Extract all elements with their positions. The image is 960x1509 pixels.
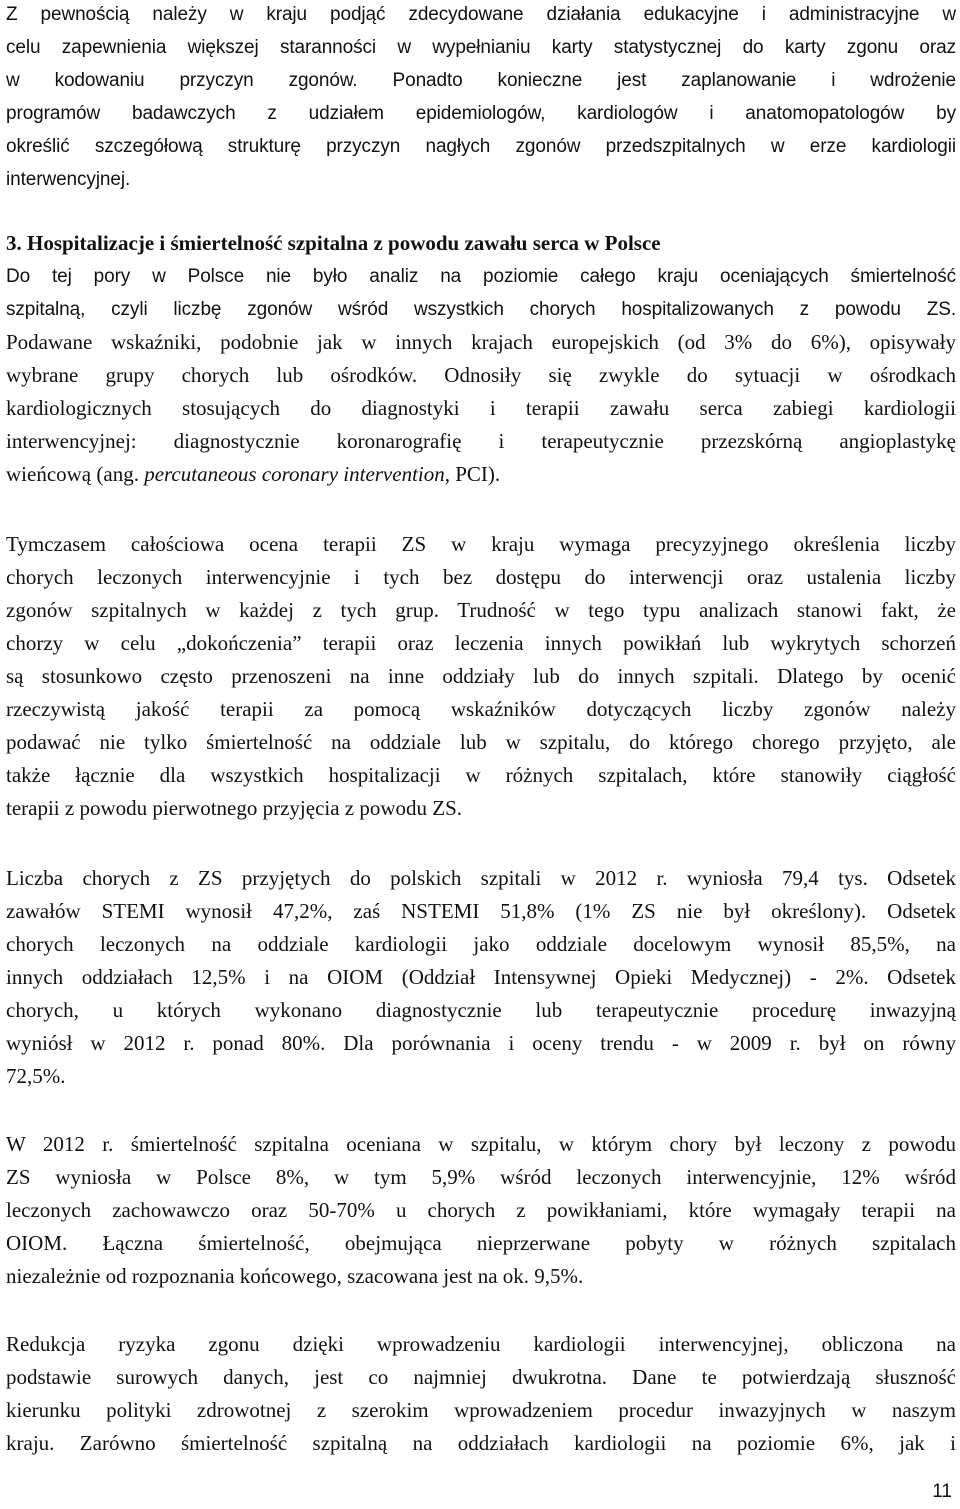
page-number: 11 bbox=[932, 1481, 952, 1502]
text-line: chorych, u których wykonano diagnostycznie lub terapeutycznie procedurę inwazyjną bbox=[6, 998, 956, 1022]
text-line: 72,5%. bbox=[6, 1064, 66, 1088]
text-line: OIOM. Łączna śmiertelność, obejmująca nieprzerwane pobyty w różnych szpitalach bbox=[6, 1231, 956, 1255]
italic-term: percutaneous coronary intervention bbox=[144, 462, 445, 486]
section-heading bbox=[6, 227, 956, 260]
text-line: Redukcja ryzyka zgonu dzięki wprowadzeniu kardiologii interwencyjnej, obliczona na bbox=[6, 1332, 956, 1356]
text-line: innych oddziałach 12,5% i na OIOM (Oddział Intensywnej Opieki Medycznej) - 2%. Odsetek bbox=[6, 965, 956, 989]
text-line: ZS wyniosła w Polsce 8%, w tym 5,9% wśród leczonych interwencyjnie, 12% wśród bbox=[6, 1165, 956, 1189]
text-line: szpitalną, czyli liczbę zgonów wśród wszystkich chorych hospitalizowanych z powodu ZS. bbox=[6, 299, 956, 320]
paragraph-hospital-mortality-intro bbox=[6, 260, 956, 326]
text-line: także łącznie dla wszystkich hospitalizacji w różnych szpitalach, które stanowiły ciągłość bbox=[6, 763, 956, 787]
paragraph-mortality-2012 bbox=[6, 1128, 956, 1293]
text-line: kardiologicznych stosujących do diagnostyki i terapii zawału serca zabiegi kardiologii bbox=[6, 396, 956, 420]
paragraph-hospital-mortality-body bbox=[6, 326, 956, 491]
text-line: kraju. Zarówno śmiertelność szpitalną na oddziałach kardiologii na poziomie 6%, jak i bbox=[6, 1431, 956, 1455]
text-line: podstawie surowych danych, jest co najmniej dwukrotna. Dane te potwierdzają słuszność bbox=[6, 1365, 956, 1389]
text-line: chorych leczonych na oddziale kardiologii jako oddziale docelowym wynosił 85,5%, na bbox=[6, 932, 956, 956]
text-line: W 2012 r. śmiertelność szpitalna oceniana w szpitalu, w którym chory był leczony z powodu bbox=[6, 1132, 956, 1156]
text-line: chorych leczonych interwencyjnie i tych bez dostępu do interwencji oraz ustalenia liczby bbox=[6, 565, 956, 589]
paragraph-overall-assessment bbox=[6, 528, 956, 825]
text-line: w kodowaniu przyczyn zgonów. Ponadto konieczne jest zaplanowanie i wdrożenie bbox=[6, 70, 956, 91]
text-line: rzeczywistą jakość terapii za pomocą wskaźników dotyczących liczby zgonów należy bbox=[6, 697, 956, 721]
text-line: terapii z powodu pierwotnego przyjęcia z powodu ZS. bbox=[6, 796, 463, 820]
text-line: określić szczegółową strukturę przyczyn nagłych zgonów przedszpitalnych w erze kardiologii bbox=[6, 136, 956, 157]
text-line: Do tej pory w Polsce nie było analiz na poziomie całego kraju oceniających śmiertelność bbox=[6, 266, 956, 287]
text-line bbox=[6, 458, 956, 491]
text-line: programów badawczych z udziałem epidemiologów, kardiologów i anatomopatologów by bbox=[6, 103, 956, 124]
text-line: Tymczasem całościowa ocena terapii ZS w kraju wymaga precyzyjnego określenia liczby bbox=[6, 532, 956, 556]
document-page bbox=[6, 0, 956, 1509]
text-line: zawałów STEMI wynosił 47,2%, zaś NSTEMI 51,8% (1% ZS nie był określony). Odsetek bbox=[6, 899, 956, 923]
paragraph-education-actions bbox=[6, 0, 956, 196]
text-line: Liczba chorych z ZS przyjętych do polskich szpitali w 2012 r. wyniosła 79,4 tys. Odsetek bbox=[6, 866, 956, 890]
text-line: kierunku polityki zdrowotnej z szerokim wprowadzeniem procedur inwazyjnych w naszym bbox=[6, 1398, 956, 1422]
text-line: interwencyjnej: diagnostycznie koronarografię i terapeutycznie przezskórną angioplastykę bbox=[6, 429, 956, 453]
text-line: niezależnie od rozpoznania końcowego, szacowana jest na ok. 9,5%. bbox=[6, 1264, 584, 1288]
text-line: celu zapewnienia większej staranności w wypełnianiu karty statystycznej do karty zgonu oraz bbox=[6, 37, 956, 58]
text-line: wybrane grupy chorych lub ośrodków. Odnosiły się zwykle do sytuacji w ośrodkach bbox=[6, 363, 956, 387]
text-line: podawać nie tylko śmiertelność na oddziale lub w szpitalu, do którego chorego przyjęto, ale bbox=[6, 730, 956, 754]
text-line: interwencyjnej. bbox=[6, 169, 131, 190]
text-fragment: wieńcową (ang. bbox=[6, 462, 145, 486]
paragraph-patient-counts bbox=[6, 862, 956, 1093]
text-line: wyniósł w 2012 r. ponad 80%. Dla porównania i oceny trendu - w 2009 r. był on równy bbox=[6, 1031, 956, 1055]
paragraph-risk-reduction bbox=[6, 1328, 956, 1460]
text-line: Podawane wskaźniki, podobnie jak w innych krajach europejskich (od 3% do 6%), opisywały bbox=[6, 330, 956, 354]
heading-text: 3. Hospitalizacje i śmiertelność szpitalna z powodu zawału serca w Polsce bbox=[6, 231, 661, 255]
text-line: zgonów szpitalnych w każdej z tych grup. Trudność w tego typu analizach stanowi fakt, że bbox=[6, 598, 956, 622]
text-line: chorzy w celu „dokończenia” terapii oraz leczenia innych powikłań lub wykrytych schorzeń bbox=[6, 631, 956, 655]
text-fragment: , PCI). bbox=[444, 462, 501, 486]
text-line: są stosunkowo często przenoszeni na inne oddziały lub do innych szpitali. Dlatego by ocenić bbox=[6, 664, 956, 688]
text-line: leczonych zachowawczo oraz 50-70% u chorych z powikłaniami, które wymagały terapii na bbox=[6, 1198, 956, 1222]
text-line: Z pewnością należy w kraju podjąć zdecydowane działania edukacyjne i administracyjne w bbox=[6, 4, 956, 25]
